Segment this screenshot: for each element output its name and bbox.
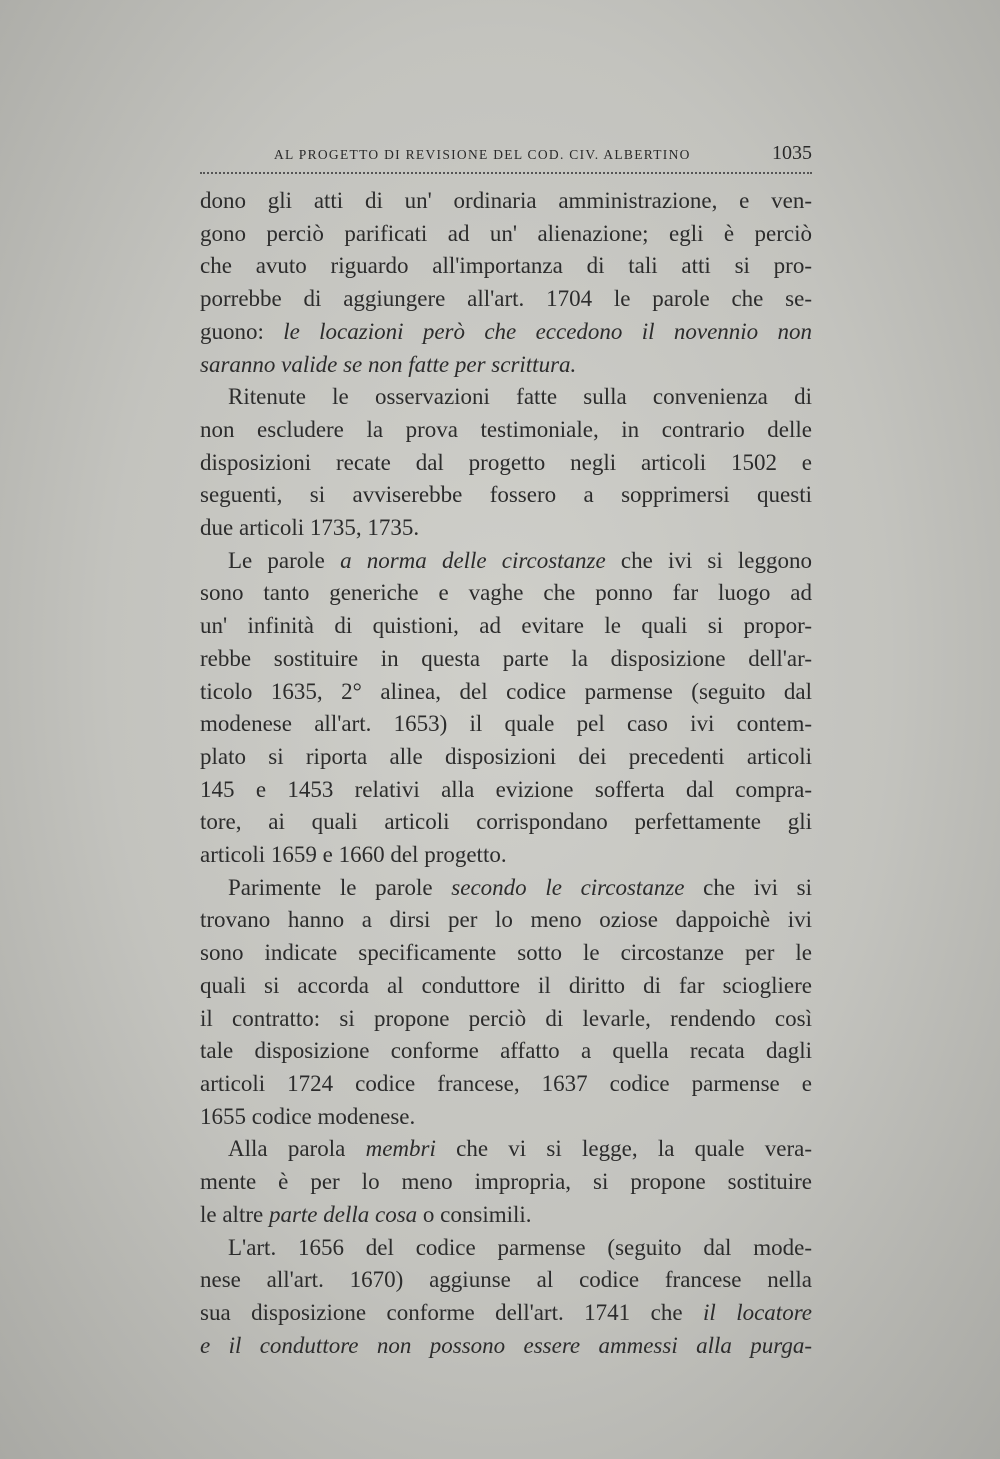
italic-text: parte della cosa (268, 1201, 418, 1227)
paragraph (200, 1133, 812, 1231)
text-run: sono indicate specificamente sotto le circostanze per le (200, 940, 812, 966)
text-line (200, 1068, 812, 1101)
italic-text: membri (365, 1136, 436, 1162)
paragraph (200, 545, 812, 872)
italic-text: il locatore (702, 1299, 812, 1325)
page-number: 1035 (772, 142, 812, 164)
text-run: che ivi si (684, 874, 812, 900)
text-run: plato si riporta alle disposizioni dei precedenti articoli (200, 743, 812, 769)
text-run: il contratto: si propone perciò di levarle, rendendo così (200, 1005, 812, 1031)
italic-text: a norma delle circostanze (340, 547, 606, 573)
text-line (200, 1101, 812, 1134)
text-line (200, 676, 812, 709)
text-run: ticolo 1635, 2° alinea, del codice parmense (seguito dal (200, 678, 812, 704)
text-run: gono perciò parificati ad un' alienazione; egli è perciò (200, 220, 812, 246)
text-line (200, 937, 812, 970)
text-line (200, 1199, 812, 1232)
paragraph (200, 1232, 812, 1363)
text-line (200, 1035, 812, 1068)
text-run: articoli 1724 codice francese, 1637 codice parmense e (200, 1070, 812, 1096)
text-run: disposizioni recate dal progetto negli articoli 1502 e (200, 449, 812, 475)
text-line (200, 381, 812, 414)
text-run: dono gli atti di un' ordinaria amministrazione, e ven- (200, 188, 812, 213)
text-run: quali si accorda al conduttore il diritto di far sciogliere (200, 972, 812, 998)
text-line (200, 741, 812, 774)
text-run: Le parole (228, 547, 341, 573)
text-line (200, 1264, 812, 1297)
text-run: articoli 1659 e 1660 del progetto. (200, 842, 507, 868)
text-line (200, 1166, 812, 1199)
text-run: Alla parola (228, 1136, 366, 1162)
paragraph (200, 185, 812, 381)
page-header (200, 142, 812, 174)
text-run: un' infinità di quistioni, ad evitare le quali si propor- (200, 613, 812, 639)
text-line (200, 512, 812, 545)
text-line (200, 218, 812, 251)
text-line (200, 349, 812, 382)
text-run: L'art. 1656 del codice parmense (seguito dal mode- (228, 1234, 812, 1260)
text-line (200, 970, 812, 1003)
text-run: tale disposizione conforme affatto a quella recata dagli (200, 1038, 812, 1064)
italic-text: saranno valide se non fatte per scrittura. (200, 351, 577, 377)
text-line (200, 1297, 812, 1330)
text-run: seguenti, si avviserebbe fossero a sopprimersi questi (200, 482, 812, 508)
text-run: 1655 codice modenese. (200, 1103, 416, 1129)
paragraph (200, 381, 812, 545)
text-run: o consimili. (417, 1201, 532, 1227)
text-run: che avuto riguardo all'importanza di tali atti si pro- (200, 253, 812, 279)
text-line (200, 1003, 812, 1036)
text-run: che vi si legge, la quale vera- (435, 1136, 812, 1162)
text-run: tore, ai quali articoli corrispondano perfettamente gli (200, 809, 812, 835)
text-run: sua disposizione conforme dell'art. 1741 che (200, 1299, 703, 1325)
italic-text: secondo le circostanze (451, 874, 685, 900)
text-line (200, 577, 812, 610)
text-line (200, 904, 812, 937)
text-line (200, 185, 812, 218)
text-line (200, 250, 812, 283)
text-line (200, 283, 812, 316)
text-run: nese all'art. 1670) aggiunse al codice francese nella (200, 1267, 812, 1293)
text-run: due articoli 1735, 1735. (200, 515, 420, 541)
running-title: AL PROGETTO DI REVISIONE DEL COD. CIV. ALBERTINO (274, 147, 691, 162)
text-line (200, 839, 812, 872)
text-line (200, 708, 812, 741)
text-line (200, 1133, 812, 1166)
body-text (200, 185, 812, 1362)
text-run: Parimente le parole (228, 874, 452, 900)
text-line (200, 447, 812, 480)
text-line (200, 610, 812, 643)
text-line (200, 872, 812, 905)
text-run: rebbe sostituire in questa parte la disposizione dell'ar- (200, 645, 812, 671)
text-run: non escludere la prova testimoniale, in contrario delle (200, 416, 812, 442)
text-run: le altre (200, 1201, 269, 1227)
text-run: mente è per lo meno impropria, si propone sostituire (200, 1169, 812, 1195)
text-line (200, 316, 812, 349)
text-run: guono: (200, 318, 284, 344)
paragraph (200, 872, 812, 1134)
text-line (200, 1232, 812, 1265)
text-line (200, 774, 812, 807)
text-run: trovano hanno a dirsi per lo meno oziose dappoichè ivi (200, 907, 812, 933)
text-line (200, 806, 812, 839)
italic-text: e il conduttore non possono essere ammessi alla purga- (200, 1332, 812, 1358)
text-line (200, 643, 812, 676)
text-run: modenese all'art. 1653) il quale pel caso ivi contem- (200, 711, 812, 737)
text-run: 145 e 1453 relativi alla evizione sofferta dal compra- (200, 776, 812, 802)
text-run: sono tanto generiche e vaghe che ponno far luogo ad (200, 580, 812, 606)
text-run: che ivi si leggono (605, 547, 813, 573)
text-line (200, 1330, 812, 1363)
italic-text: le locazioni però che eccedono il novennio non (283, 318, 812, 344)
text-line (200, 479, 812, 512)
text-run: Ritenute le osservazioni fatte sulla convenienza di (228, 384, 812, 410)
text-run: porrebbe di aggiungere all'art. 1704 le parole che se- (200, 286, 812, 312)
text-line (200, 414, 812, 447)
text-line (200, 545, 812, 578)
